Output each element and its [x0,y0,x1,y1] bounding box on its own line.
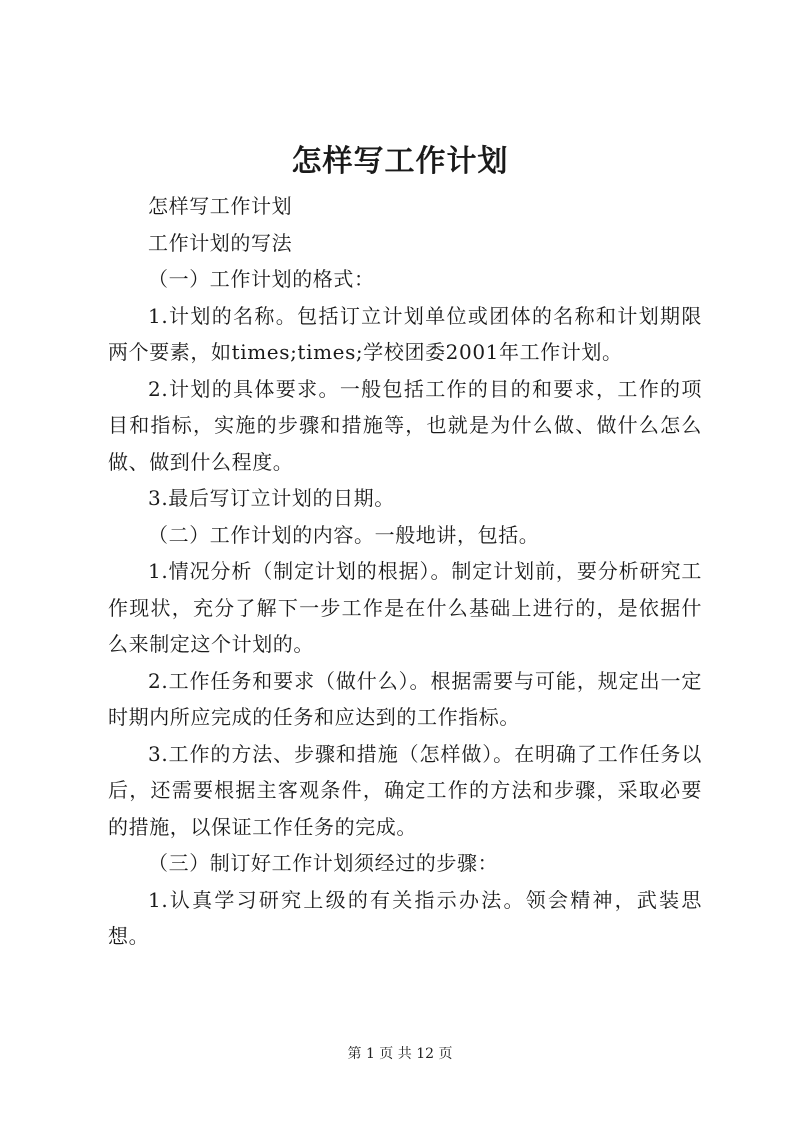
section-heading: （一）工作计划的格式： [148,267,375,291]
paragraph: 2.工作任务和要求（做什么）。根据需要与可能，规定出一定时期内所应完成的任务和应达到的工作指标。 [108,668,702,729]
paragraph: 2.计划的具体要求。一般包括工作的目的和要求，工作的项目和指标，实施的步骤和措施等，也就是为什么做、做什么怎么做、做到什么程度。 [108,376,702,474]
document-title: 怎样写工作计划 [291,144,509,179]
paragraph: 怎样写工作计划 [148,194,293,218]
paragraph: 3.工作的方法、步骤和措施（怎样做）。在明确了工作任务以后，还需要根据主客观条件，确定工作的方法和步骤，采取必要的措施，以保证工作任务的完成。 [108,741,702,839]
page-footer [0,1044,800,1064]
section-heading: （二）工作计划的内容。一般地讲，包括。 [148,522,540,547]
document-body [108,188,702,955]
paragraph: 工作计划的写法 [148,230,293,255]
paragraph: 1.认真学习研究上级的有关指示办法。领会精神，武装思想。 [108,887,702,948]
paragraph: 3.最后写订立计划的日期。 [148,486,395,510]
paragraph: 1.情况分析（制定计划的根据）。制定计划前，要分析研究工作现状，充分了解下一步工作是在什么基础上进行的，是依据什么来制定这个计划的。 [108,559,702,656]
paragraph: 1.计划的名称。包括订立计划单位或团体的名称和计划期限两个要素，如times;times;学校团委2001年工作计划。 [108,303,702,364]
page-number: 第 1 页 共 12 页 [347,1046,453,1062]
section-heading: （三）制订好工作计划须经过的步骤： [148,851,499,875]
